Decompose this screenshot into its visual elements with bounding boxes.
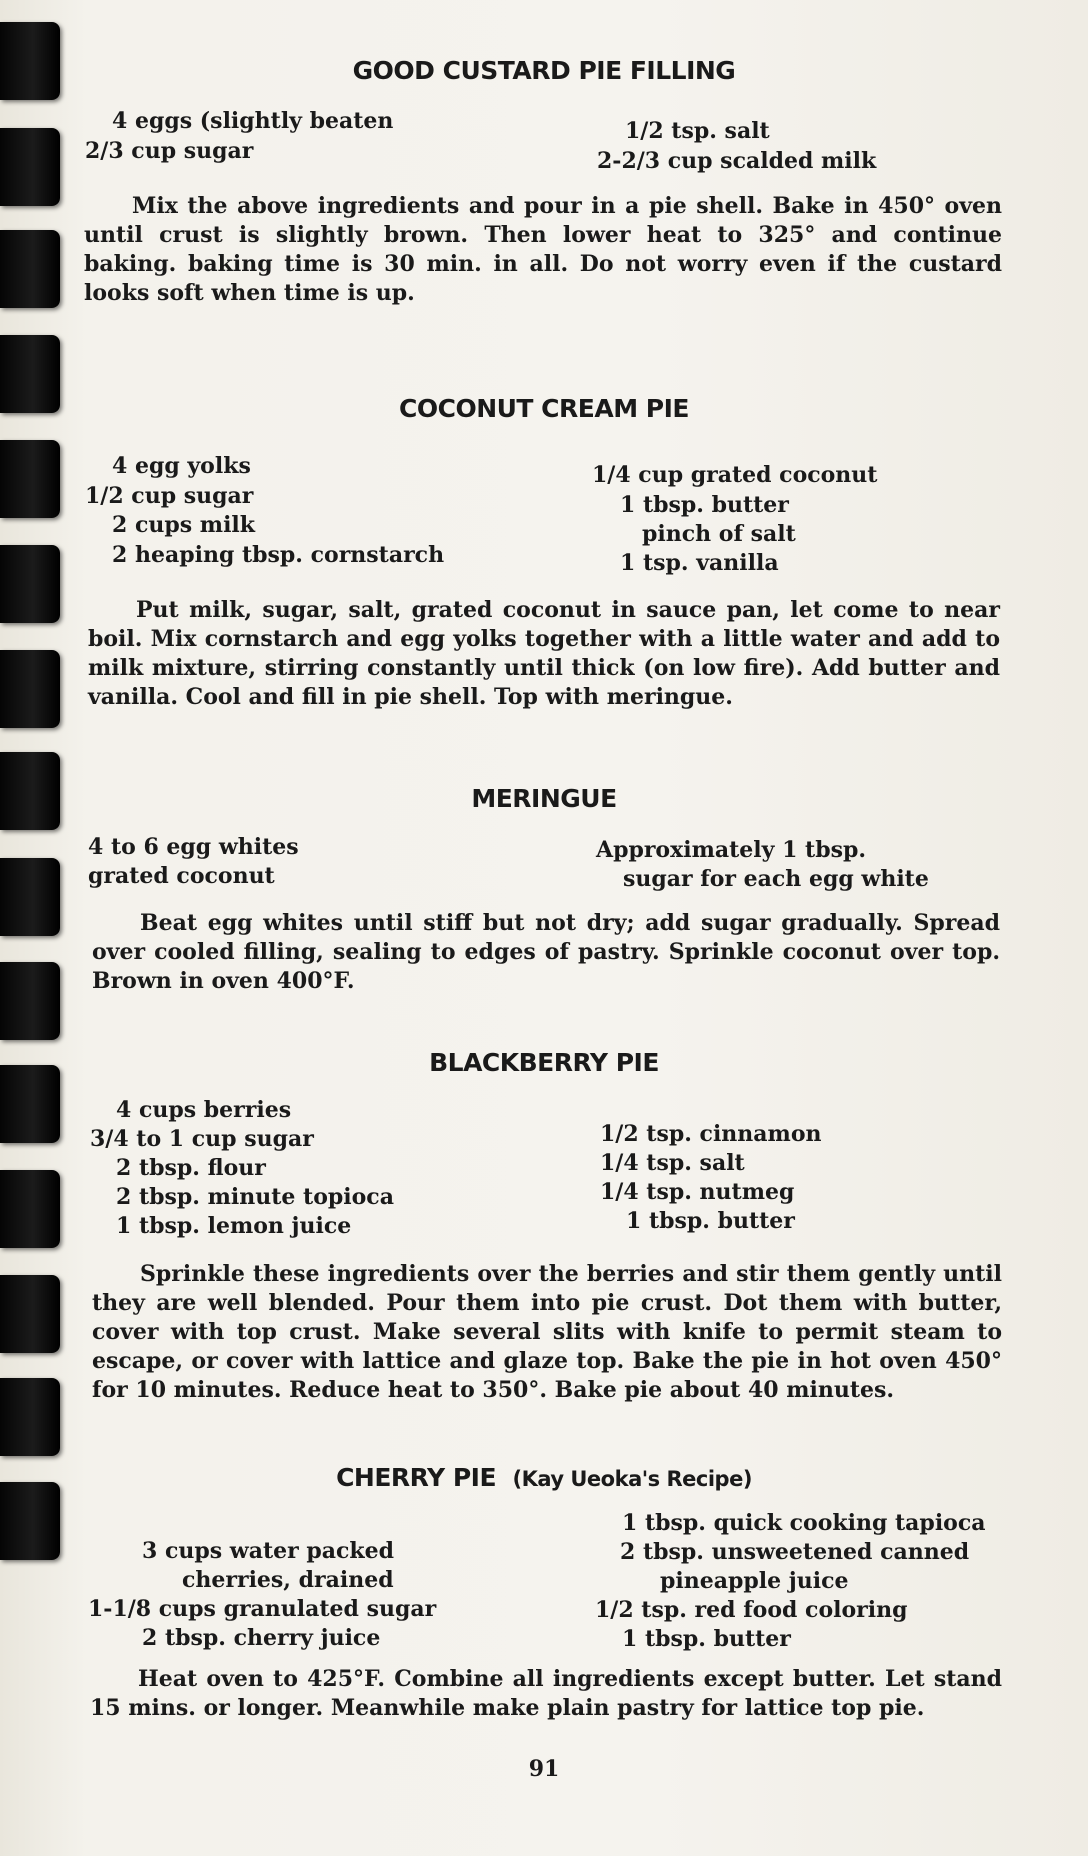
recipe-subtitle: (Kay Ueoka's Recipe) [512, 1467, 752, 1491]
recipe-title: BLACKBERRY PIE [429, 1048, 659, 1077]
ingredient: 1/2 tsp. salt [625, 118, 770, 144]
ingredient: 3 cups water packed [142, 1538, 395, 1564]
ingredient: 2-2/3 cup scalded milk [597, 148, 877, 174]
ingredient: 1 tbsp. butter [620, 492, 789, 518]
binding-ring [0, 1275, 60, 1353]
ingredient: 3/4 to 1 cup sugar [90, 1126, 314, 1152]
ingredient: 1 tsp. vanilla [620, 550, 779, 576]
ingredient: 2 tbsp. flour [116, 1155, 266, 1181]
ingredient: 2 cups milk [112, 512, 256, 538]
ingredient: Approximately 1 tbsp. [596, 837, 867, 863]
ingredient: grated coconut [88, 863, 275, 889]
binding-ring [0, 858, 60, 936]
binding-ring [0, 440, 60, 518]
binding-ring [0, 1170, 60, 1248]
recipe-title: MERINGUE [471, 784, 617, 813]
ingredient: 1/2 tsp. red food coloring [595, 1597, 908, 1623]
ingredient: 4 cups berries [116, 1097, 292, 1123]
ingredient: 1 tbsp. quick cooking tapioca [622, 1510, 986, 1536]
ingredient: sugar for each egg white [623, 866, 929, 892]
binding-ring [0, 1378, 60, 1456]
recipe-title-text: CHERRY PIE [336, 1463, 497, 1492]
ingredient: 2 tbsp. unsweetened canned [620, 1539, 970, 1565]
binding-ring [0, 962, 60, 1040]
ingredient: 4 eggs (slightly beaten [112, 108, 394, 134]
binding-ring [0, 650, 60, 728]
ingredient: 4 to 6 egg whites [88, 834, 299, 860]
ingredient: pineapple juice [660, 1568, 849, 1594]
ingredient: 1/2 cup sugar [85, 483, 254, 509]
ingredient: 2 tbsp. cherry juice [142, 1625, 381, 1651]
recipe-title: GOOD CUSTARD PIE FILLING [352, 56, 736, 85]
ingredient: 1 tbsp. lemon juice [116, 1213, 352, 1239]
ingredient: 4 egg yolks [112, 453, 251, 479]
recipe-instructions: Heat oven to 425°F. Combine all ingredients except butter. Let stand 15 mins. or longer. Meanwhile make plain pastry for lattice top pie. [90, 1666, 1002, 1721]
ingredient: 1 tbsp. butter [622, 1626, 791, 1652]
recipe-instructions: Put milk, sugar, salt, grated coconut in sauce pan, let come to near boil. Mix cornstarch and egg yolks together with a little water and add to milk mixture, stirring constantly until thick (on low fire). Add butter and vanilla. Cool and fill in pie shell. Top with meringue. [88, 597, 1000, 710]
recipe-instructions: Beat egg whites until stiff but not dry; add sugar gradually. Spread over cooled filling, sealing to edges of pastry. Sprinkle coconut over top. Brown in oven 400°F. [92, 910, 1000, 994]
spiral-binding [0, 0, 70, 1856]
ingredient: 1/4 tsp. nutmeg [600, 1179, 795, 1205]
ingredient: 2 heaping tbsp. cornstarch [112, 542, 445, 568]
recipe-instructions: Sprinkle these ingredients over the berries and stir them gently until they are well blended. Pour them into pie crust. Dot them with butter, cover with top crust. Make several slits with knife to permit steam to escape, or cover with lattice and glaze top. Bake the pie in hot oven 450° for 10 minutes. Reduce heat to 350°. Bake pie about 40 minutes. [92, 1261, 1002, 1403]
ingredient: 2/3 cup sugar [85, 138, 254, 164]
ingredient: pinch of salt [642, 521, 796, 547]
ingredient: 1/2 tsp. cinnamon [600, 1121, 822, 1147]
ingredient: cherries, drained [182, 1567, 394, 1593]
ingredient: 2 tbsp. minute topioca [116, 1184, 394, 1210]
recipe-title: COCONUT CREAM PIE [399, 394, 689, 423]
binding-ring [0, 128, 60, 206]
recipe-title [0, 1463, 1088, 1492]
binding-ring [0, 1482, 60, 1560]
ingredient: 1/4 tsp. salt [600, 1150, 745, 1176]
binding-ring [0, 545, 60, 623]
binding-ring [0, 230, 60, 308]
page-number: 91 [528, 1756, 560, 1782]
ingredient: 1/4 cup grated coconut [592, 462, 878, 488]
recipe-instructions: Mix the above ingredients and pour in a pie shell. Bake in 450° oven until crust is slightly brown. Then lower heat to 325° and continue baking. baking time is 30 min. in all. Do not worry even if the custard looks soft when time is up. [84, 193, 1002, 306]
ingredient: 1-1/8 cups granulated sugar [88, 1596, 437, 1622]
ingredient: 1 tbsp. butter [626, 1208, 795, 1234]
